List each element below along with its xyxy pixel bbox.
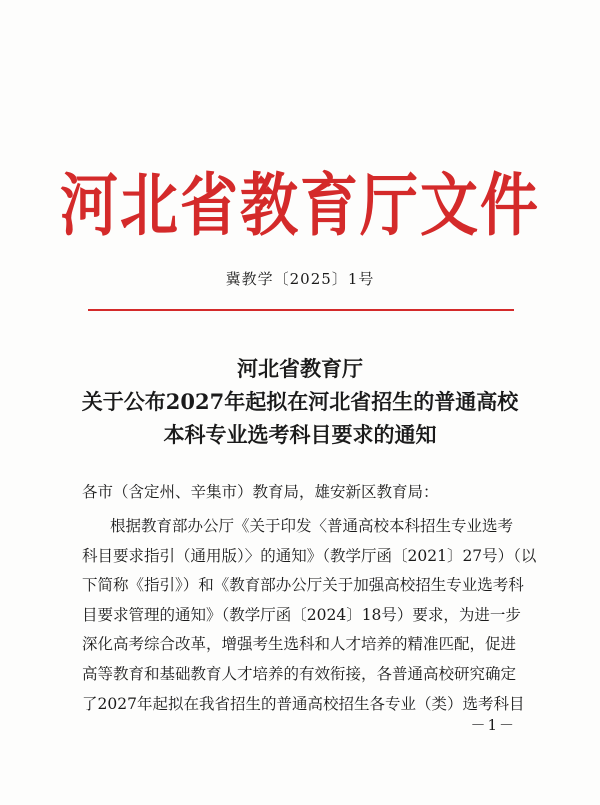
issuer-header-title: 河北省教育厅文件: [59, 165, 540, 246]
body-line: 高等教育和基础教育人才培养的有效衔接，各普通高校研究确定: [82, 664, 517, 683]
notice-title-line: 关于公布2027年起拟在河北省招生的普通高校: [81, 389, 519, 414]
body-line: 根据教育部办公厅《关于印发〈普通高校本科招生专业选考: [110, 517, 514, 535]
body-paragraph: [82, 512, 537, 719]
body-line: 了2027年起拟在我省招生的普通高校招生各专业（类）选考科目: [82, 694, 525, 713]
body-line: 深化高考综合改革，增强考生选科和人才培养的精准匹配，促进: [82, 635, 517, 654]
notice-title: [0, 352, 600, 451]
body-line: 目要求管理的通知》（教学厅函〔2024〕18号）要求，为进一步: [82, 605, 521, 624]
body-line: 科目要求指引（通用版）〉的通知》（教学厅函〔2021〕27号）（以: [82, 546, 537, 565]
document-number: 冀教学〔2025〕1号: [225, 270, 375, 288]
page-number: －1－: [470, 716, 516, 734]
body-line: 下简称《指引》）和《教育部办公厅关于加强高校招生专业选考科: [82, 576, 524, 595]
notice-title-line: 本科专业选考科目要求的通知: [163, 422, 437, 447]
notice-title-line: 河北省教育厅: [237, 356, 363, 381]
red-divider-line: [88, 309, 514, 311]
addressee-line: 各市（含定州、辛集市）教育局，雄安新区教育局：: [82, 483, 439, 501]
